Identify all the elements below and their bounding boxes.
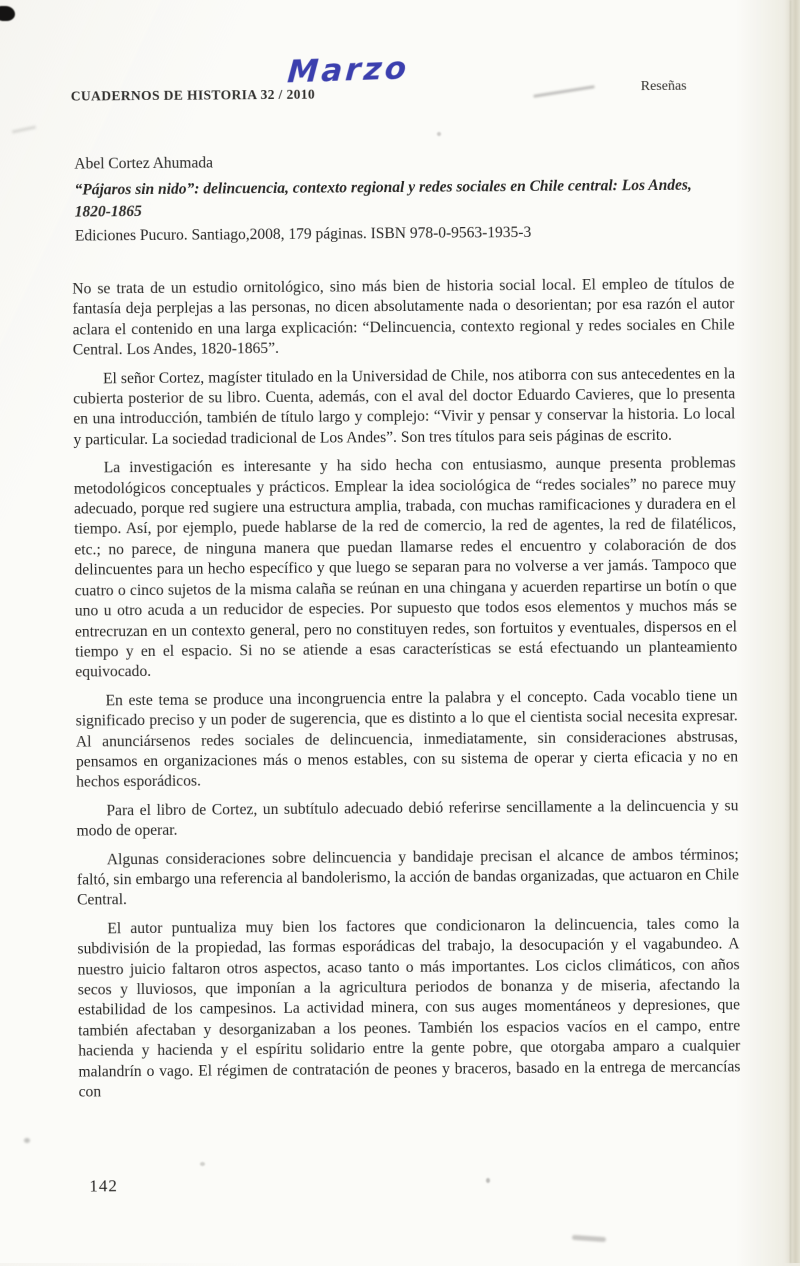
review-paragraph: El señor Cortez, magíster titulado en la Universidad de Chile, nos atiborra con sus antecedentes en la cubierta posterior de su libro. Cuenta, además, con el aval del doctor Eduardo Cavieres, que lo presenta en una introducción, también de título largo y complejo: “Vivir y pensar y conservar la historia. Lo local y particular. La sociedad tradicional de Los Andes”. Son tres títulos para seis páginas de escrito. [73, 364, 736, 449]
book-title: “Pájaros sin nido”: delincuencia, contexto regional y redes sociales en Chile central: Los Andes, 1820-1865 [74, 176, 692, 221]
handwritten-note-marzo: Marzo [286, 50, 411, 91]
page-number: 142 [89, 1176, 118, 1196]
review-body [72, 274, 741, 1111]
section-header-resenas: Reseñas [640, 78, 687, 95]
review-paragraph: La investigación es interesante y ha sido hecha con entusiasmo, aunque presenta problemas metodológicos conceptuales y prácticos. Emplear la idea sociológica de “redes sociales” no parece muy adecuado, porque red sugiere una estructura amplia, trabada, con muchas ramificaciones y duradera en el tiempo. Así, por ejemplo, puede hablarse de la red de comercio, la red de agentes, la red de filatélicos, etc.; no parece, de ninguna manera que puedan llamarse redes el encuentro y colaboración de dos delincuentes para un hecho específico y que luego se separan para no volverse a ver jamás. Tampoco que cuatro o cinco sujetos de la misma calaña se reúnan en una chingana y acuerden repartirse un botín o que uno u otro acuda a un reducidor de especies. Por supuesto que todos esos elementos y muchos más se entrecruzan en un contexto general, pero no constituyen redes, son fortuitos y eventuales, dispersos en el tiempo y en el espacio. Si no se atiende a esas características se está efectuando un planteamiento equivocado. [73, 454, 738, 681]
journal-title-header: CUADERNOS DE HISTORIA 32 / 2010 [70, 86, 316, 104]
book-author: Abel Cortez Ahumada [74, 154, 214, 173]
review-paragraph: Algunas consideraciones sobre delincuencia y bandidaje precisan el alcance de ambos términos; faltó, sin embargo una referencia al bandolerismo, la acción de bandas organizadas, que actuaron en Chile Central. [76, 845, 739, 909]
review-paragraph: El autor puntualiza muy bien los factores que condicionaron la delincuencia, tales como la subdivisión de la propiedad, las formas esporádicas del trabajo, la desocupación y el vagabundeo. A nuestro juicio faltaron otros aspectos, acaso tanto o más importantes. Los ciclos climáticos, con años secos y lluviosos, que imponían a la agricultura periodos de bonanza y de miseria, afectando la estabilidad de los campesinos. La actividad minera, con sus auges momentáneos y depresiones, que también afectaban y desorganizaban a los peones. También los espacios vacíos en el campo, entre hacienda y hacienda y el espíritu solidario entre la gente pobre, que otorgaba amparo a cualquier malandrín o vago. El régimen de contratación de peones y braceros, basado en la entrega de mercancías con [77, 915, 741, 1101]
review-paragraph: En este tema se produce una incongruencia entre la palabra y el concepto. Cada vocablo tiene un significado preciso y un poder de sugerencia, que es distinto a lo que el cientista social necesita expresar. Al anunciársenos redes sociales de delincuencia, inmediatamente, sin consideraciones abstrusas, pensamos en organizaciones más o menos estables, con su sistema de operar y cierta eficacia y no en hechos esporádicos. [75, 687, 739, 791]
book-imprint: Ediciones Pucuro. Santiago,2008, 179 páginas. ISBN 978-0-9563-1935-3 [74, 223, 532, 245]
review-paragraph: Para el libro de Cortez, un subtítulo adecuado debió referirse sencillamente a la delincuencia y su modo de operar. [76, 797, 739, 840]
review-paragraph: No se trata de un estudio ornitológico, sino más bien de historia social local. El empleo de títulos de fantasía deja perplejas a las personas, no dicen absolutamente nada o desorientan; por esa razón el autor aclara el contenido en una larga explicación: “Delincuencia, contexto regional y redes sociales en Chile Central. Los Andes, 1820-1865”. [72, 275, 735, 359]
